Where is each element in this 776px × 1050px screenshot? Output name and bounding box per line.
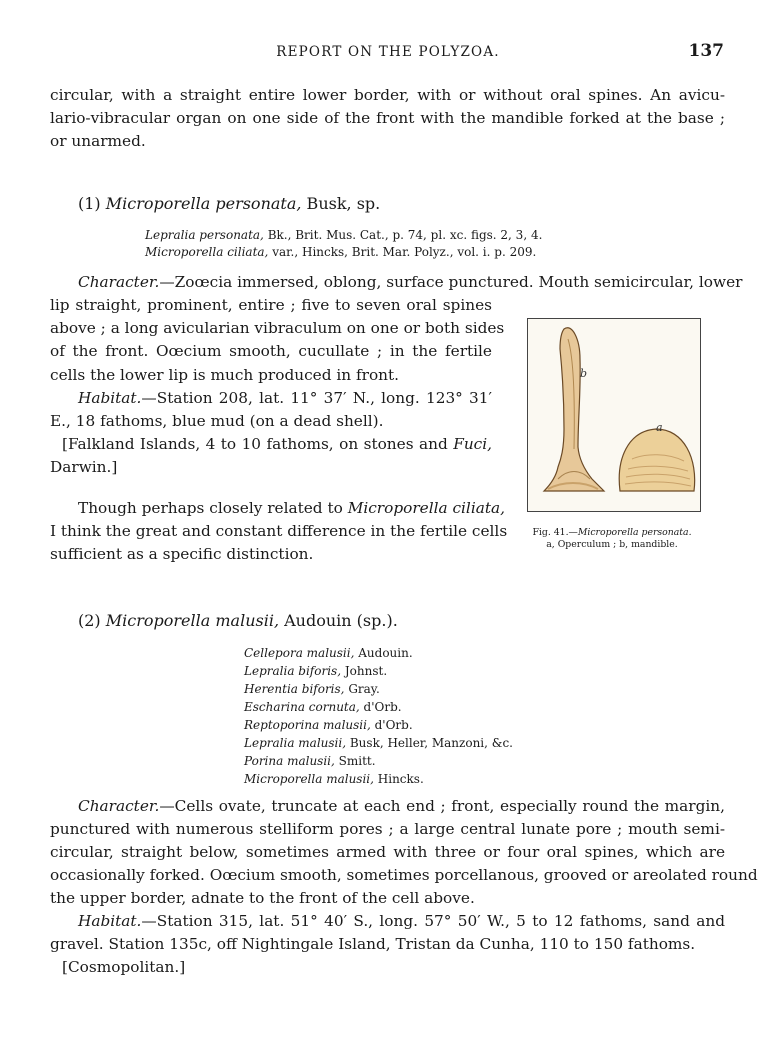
figure-label-a: a	[656, 421, 663, 434]
character-label: Character.	[78, 797, 160, 815]
figure-41-caption-line-2: a, Operculum ; b, mandible.	[546, 539, 678, 550]
remark-species: Microporella ciliata,	[347, 499, 505, 517]
intro-line-3: or unarmed.	[50, 132, 146, 150]
species-2-authority: Audouin (sp.).	[279, 611, 398, 630]
synonym-name: Lepralia personata,	[145, 228, 264, 242]
species-2-number: (2)	[78, 611, 101, 630]
species-1-synonym-1	[145, 229, 542, 241]
species-2-synonym-5	[244, 719, 413, 731]
species-1-remark-line-3: sufficient as a specific distinction.	[50, 545, 314, 563]
species-2-heading	[78, 613, 398, 629]
species-1-synonym-2	[145, 246, 536, 258]
species-1-character-line-4: of the front. Oœcium smooth, cucullate ; in the fertile	[50, 342, 492, 360]
synonym-auth: Johnst.	[341, 664, 388, 678]
species-2-synonym-7	[244, 755, 376, 767]
character-label: Character.	[78, 273, 160, 291]
species-2-cosmopolitan: [Cosmopolitan.]	[62, 958, 186, 976]
synonym-name: Escharina cornuta,	[244, 700, 360, 714]
synonym-name: Lepralia malusii,	[244, 736, 347, 750]
species-1-authority: Busk, sp.	[301, 194, 381, 213]
running-header: REPORT ON THE POLYZOA.	[276, 44, 500, 60]
figure-41-frame	[527, 318, 701, 512]
synonym-name: Herentia biforis,	[244, 682, 345, 696]
synonym-name: Microporella malusii,	[244, 772, 374, 786]
species-2-habitat-line-1	[78, 914, 725, 929]
synonym-name: Lepralia biforis,	[244, 664, 342, 678]
species-2-synonym-3	[244, 683, 380, 695]
synonym-ref: var., Hincks, Brit. Mar. Polyz., vol. i. p. 209.	[268, 245, 537, 259]
figure-41-caption-line-1	[512, 527, 712, 538]
species-1-number: (1)	[78, 194, 101, 213]
synonym-auth: d'Orb.	[370, 718, 413, 732]
species-1-name: Microporella personata,	[105, 194, 302, 213]
species-2-synonym-6	[244, 737, 513, 749]
figure-label-b: b	[580, 367, 588, 380]
character-text: —Zoœcia immersed, oblong, surface punctured. Mouth semicircular, lower	[159, 273, 743, 291]
species-1-heading	[78, 196, 380, 212]
species-1-character-line-3: above ; a long avicularian vibraculum on one or both sides	[50, 319, 505, 337]
figure-41-illustration	[528, 319, 700, 511]
species-2-character-line-5: the upper border, adnate to the front of the cell above.	[50, 889, 475, 907]
species-2-synonym-4	[244, 701, 402, 713]
synonym-auth: Smitt.	[334, 754, 376, 768]
habitat-text: —Station 208, lat. 11° 37′ N., long. 123° 31′	[141, 389, 492, 407]
synonym-auth: d'Orb.	[359, 700, 402, 714]
species-2-synonym-2	[244, 665, 387, 677]
species-2-character-line-1	[78, 799, 725, 814]
species-1-remark-line-1	[78, 499, 505, 517]
caption-fig-number: Fig. 41.—	[532, 527, 578, 538]
character-text: —Cells ovate, truncate at each end ; front, especially round the margin,	[159, 797, 725, 815]
synonym-auth: Hincks.	[373, 772, 424, 786]
synonym-name: Porina malusii,	[244, 754, 335, 768]
species-1-habitat-line-1	[78, 391, 492, 406]
synonym-name: Cellepora malusii,	[244, 646, 355, 660]
intro-line-1: circular, with a straight entire lower border, with or without oral spines. An avicu-	[50, 86, 725, 104]
falkland-text: [Falkland Islands, 4 to 10 fathoms, on stones and	[62, 435, 454, 453]
species-1-habitat-line-2: E., 18 fathoms, blue mud (on a dead shell).	[50, 412, 384, 430]
page-number: 137	[688, 41, 724, 61]
species-1-character-line-1	[78, 273, 743, 291]
species-1-remark-line-2: I think the great and constant difference in the fertile cells	[50, 522, 508, 540]
species-2-habitat-line-2: gravel. Station 135c, off Nightingale Island, Tristan da Cunha, 110 to 150 fathoms.	[50, 935, 696, 953]
synonym-auth: Gray.	[344, 682, 380, 696]
species-2-character-line-3: circular, straight below, sometimes armed with three or four oral spines, which are	[50, 843, 725, 861]
caption-species: Microporella personata.	[577, 527, 692, 538]
synonym-name: Microporella ciliata,	[145, 245, 269, 259]
species-2-character-line-4: occasionally forked. Oœcium smooth, sometimes porcellanous, grooved or areolated round	[50, 866, 758, 884]
species-1-character-line-2: lip straight, prominent, entire ; five to seven oral spines	[50, 296, 492, 314]
falkland-fuci: Fuci,	[453, 435, 492, 453]
species-2-synonym-8	[244, 773, 424, 785]
habitat-text: —Station 315, lat. 51° 40′ S., long. 57° 50′ W., 5 to 12 fathoms, sand and	[141, 912, 725, 930]
species-1-character-line-5: cells the lower lip is much produced in front.	[50, 366, 400, 384]
species-2-synonym-1	[244, 647, 413, 659]
species-2-name: Microporella malusii,	[105, 611, 280, 630]
synonym-auth: Audouin.	[354, 646, 413, 660]
synonym-auth: Busk, Heller, Manzoni, &c.	[346, 736, 513, 750]
species-2-character-line-2: punctured with numerous stelliform pores ; a large central lunate pore ; mouth semi-	[50, 820, 725, 838]
intro-line-2: lario-vibracular organ on one side of the front with the mandible forked at the base ;	[50, 109, 725, 127]
synonym-ref: Bk., Brit. Mus. Cat., p. 74, pl. xc. figs. 2, 3, 4.	[263, 228, 543, 242]
habitat-label: Habitat.	[78, 389, 142, 407]
remark-text: Though perhaps closely related to	[78, 499, 348, 517]
synonym-name: Reptoporina malusii,	[244, 718, 371, 732]
species-1-falkland-line-1	[62, 437, 492, 452]
habitat-label: Habitat.	[78, 912, 142, 930]
species-1-falkland-line-2: Darwin.]	[50, 458, 118, 476]
